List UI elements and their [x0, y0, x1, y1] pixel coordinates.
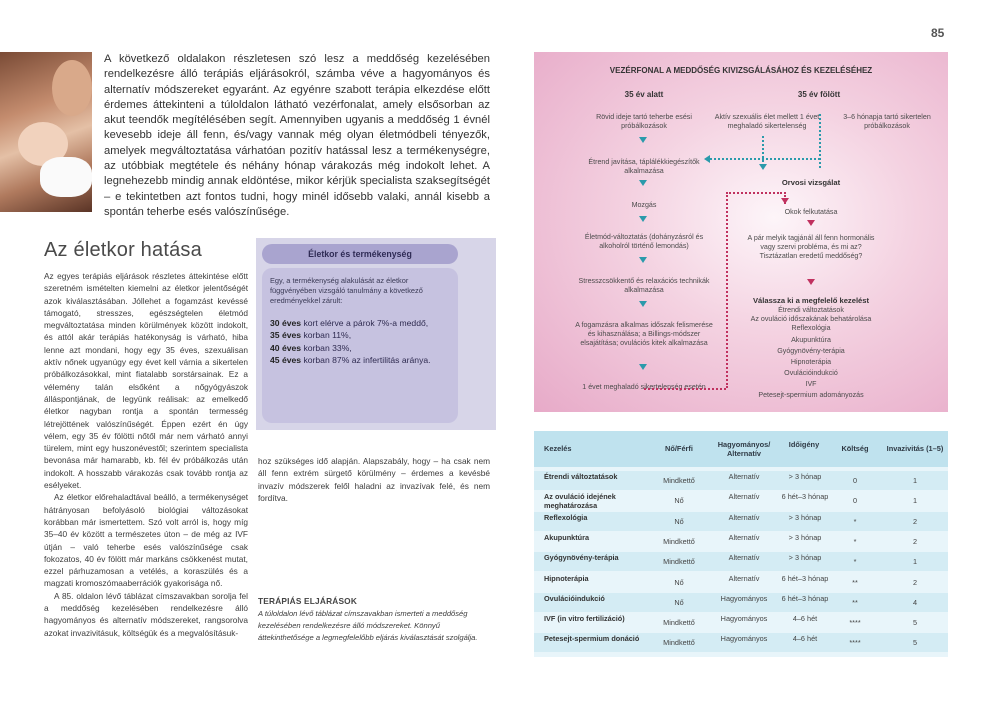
- table-cell-name: IVF (in vitro fertilizáció): [544, 614, 625, 624]
- table-row: [534, 633, 948, 652]
- connector-line: [726, 192, 728, 388]
- column-header: Invazivitás (1–5): [886, 444, 944, 453]
- stat-line: 35 éves korban 11%,: [270, 330, 352, 341]
- table-cell-type: Hagyományos: [720, 614, 768, 624]
- flow-treatment: Akupunktúra: [791, 336, 831, 344]
- column-header: Költség: [841, 444, 869, 453]
- table-cell-cost: *: [853, 516, 857, 526]
- column-header: Kezelés: [544, 444, 572, 453]
- down-arrow-icon: [639, 301, 647, 307]
- table-cell-time: 6 hét–3 hónap: [781, 573, 829, 583]
- page-number: 85: [931, 26, 945, 40]
- table-cell-inv: 2: [912, 577, 918, 587]
- flow-treatment: Étrendi változtatások: [778, 306, 844, 314]
- table-cell-time: > 3 hónap: [788, 512, 822, 522]
- body-column-right: hoz szükséges idő alapján. Alapszabály, hogy – ha csak nem áll fenn extrém sürgető körülmény – érdemes a kevésbé invazív módszerek felől haladni az invazívak felé, és nem fordítva.: [258, 456, 490, 503]
- family-photo: [0, 52, 92, 212]
- flow-step: Stresszcsökkentő és relaxációs technikák alkalmazása: [578, 277, 710, 294]
- sidebox-content: [262, 268, 458, 423]
- left-arrow-icon: [704, 155, 710, 163]
- table-cell-name: Petesejt-spermium donáció: [544, 634, 640, 644]
- table-cell-time: > 3 hónap: [788, 472, 822, 481]
- table-cell-type: Alternatív: [728, 492, 760, 502]
- table-cell-cost: ****: [849, 638, 861, 648]
- table-cell-inv: 5: [912, 638, 918, 648]
- medical-exam-label: Orvosi vizsgálat: [781, 178, 841, 187]
- table-cell-cost: 0: [852, 496, 858, 506]
- flow-step: Okok felkutatása: [784, 208, 838, 216]
- table-cell-inv: 1: [912, 557, 918, 567]
- table-cell-type: Alternatív: [728, 573, 760, 583]
- table-header: [534, 431, 948, 467]
- table-cell-inv: 2: [912, 516, 918, 526]
- stat-line: 45 éves korban 87% az infertilitás aránya.: [270, 354, 431, 365]
- table-cell-name: Az ovuláció idejének meghatározása: [544, 492, 616, 510]
- down-arrow-icon: [639, 364, 647, 370]
- table-cell-name: Hipnoterápia: [544, 573, 589, 583]
- table-cell-gender: Mindkettő: [663, 638, 695, 648]
- body-paragraph: Az egyes terápiás eljárások részletes áttekintése előtt szeretném ismételten kiemelni az életkor jelentőségét azok kiválasztásában. Jóllehet a fogamzást kevéssé támogató, stresszes, egészségtelen életmód megváltoztatása minden körülmények között indokolt, és attól akár terápiás hatékonyság is várható, hiba lenne azt mondani, hogy egy 35 éves, szexuálisan aktív nőnek ugyanúgy egy évet kell várnia a sikertelen próbálkozásokkal, mint fiatalabb sorstársainak. Ez a vélemény talán elsőként a nőgyógyászok álláspontjának, de legyünk reálisak: az emelkedő életkor nagyban rontja a spontán termesség létrejöttének valószínűségét. Éppen ezért én úgy vélem, egy 35 év fölötti nőtől már nem várható annyi türelem, mint egy huszonévestől; szerintem specialista bevonása már hamarabb, kb. fél év próbálkozás után indokolt. A hosszabb várakozás csak tovább rontja az esélyeket.: [44, 271, 248, 491]
- table-cell-cost: *: [853, 536, 857, 546]
- section-heading: Az életkor hatása: [44, 239, 202, 261]
- flow-step: Aktív szexuális élet mellett 1 évet meghaladó sikertelenség: [714, 113, 820, 130]
- flow-treatment: Gyógynövény-terápia: [777, 347, 845, 355]
- down-arrow-icon: [639, 257, 647, 263]
- table-cell-type: Alternatív: [728, 472, 760, 481]
- flowchart-title: VEZÉRFONAL A MEDDŐSÉG KIVIZSGÁLÁSÁHOZ ÉS KEZELÉSÉHEZ: [609, 66, 873, 75]
- flow-treatment: Reflexológia: [791, 324, 831, 332]
- table-row: [534, 512, 948, 531]
- table-row: [534, 573, 948, 592]
- down-arrow-icon: [639, 216, 647, 222]
- table-row: [534, 593, 948, 612]
- connector-line: [762, 136, 764, 162]
- table-cell-gender: Mindkettő: [663, 557, 695, 567]
- flow-treatment: Az ovuláció időszakának behatárolása: [750, 315, 872, 323]
- table-cell-name: Akupunktúra: [544, 532, 589, 542]
- table-cell-type: Alternatív: [728, 553, 760, 563]
- connector-line: [710, 158, 820, 160]
- table-cell-cost: *: [853, 557, 857, 567]
- table-cell-name: Reflexológia: [544, 512, 588, 522]
- table-cell-cost: 0: [852, 476, 858, 485]
- body-column-left: [44, 270, 248, 639]
- body-paragraph: Az életkor előrehaladtával beálló, a termékenységet hátrányosan befolyásoló biológiai változásokat korábban már ismertettem. Szó volt arról is, hogy míg 35–40 év között a természetes úton – de még az IVF útján – való teherbe esés valószínűsége csak fokozatos, 40 év fölött már markáns csökkenést mutat, ezzel párhuzamosan a vetélés, a koraszülés és a magzati kromoszómaaberrációk gyakorisága nő.: [44, 492, 248, 589]
- flow-step: A pár melyik tagjánál áll fenn hormonális vagy szervi probléma, és mi az? Tisztázatlan eredetű meddőség?: [747, 234, 875, 260]
- guideline-flowchart: [534, 52, 948, 412]
- treatment-table: [534, 431, 948, 657]
- flow-treatment: Hipnoterápia: [790, 358, 832, 366]
- table-cell-type: Hagyományos: [720, 593, 768, 603]
- down-arrow-icon: [807, 279, 815, 285]
- flow-treatment: Ovulációindukció: [784, 369, 838, 377]
- flow-step: Életmód-változtatás (dohányzásról és alkoholról történő lemondás): [584, 233, 704, 250]
- table-cell-gender: Nő: [674, 516, 684, 526]
- down-arrow-icon: [639, 180, 647, 186]
- down-arrow-icon: [639, 137, 647, 143]
- table-cell-cost: ****: [849, 618, 861, 628]
- table-cell-inv: 1: [912, 476, 918, 485]
- table-cell-cost: **: [852, 597, 858, 607]
- age-fertility-sidebox: [256, 238, 496, 430]
- table-row: [534, 491, 948, 510]
- table-cell-type: Alternatív: [728, 532, 760, 542]
- flow-treatment: IVF: [805, 380, 817, 388]
- table-cell-type: Alternatív: [728, 512, 760, 522]
- table-cell-gender: Nő: [674, 597, 684, 607]
- table-row: [534, 552, 948, 571]
- flow-step: 3–6 hónapja tartó sikertelen próbálkozások: [843, 113, 931, 130]
- column-header: Időigény: [788, 440, 820, 449]
- table-cell-time: > 3 hónap: [788, 532, 822, 542]
- table-cell-time: 6 hét–3 hónap: [781, 593, 829, 603]
- table-cell-inv: 5: [912, 618, 918, 628]
- table-cell-inv: 4: [912, 597, 918, 607]
- stat-line: 30 éves kort elérve a párok 7%-a meddő,: [270, 318, 429, 328]
- connector-line: [644, 388, 726, 390]
- down-arrow-icon: [781, 198, 789, 204]
- table-cell-time: 4–6 hét: [792, 614, 818, 624]
- table-cell-inv: 2: [912, 536, 918, 546]
- table-cell-time: 4–6 hét: [792, 634, 818, 644]
- table-cell-gender: Mindkettő: [663, 618, 695, 628]
- table-cell-name: Ovulációindukció: [544, 593, 605, 603]
- table-cell-gender: Mindkettő: [663, 476, 695, 485]
- column-header: Hagyományos/ Alternatív: [717, 440, 771, 458]
- flow-treatment: Petesejt-spermium adományozás: [758, 391, 864, 399]
- flow-step: A fogamzásra alkalmas időszak felismerése és kihasználása; a Billings-módszer elsajátítása; ovulációs kitek alkalmazása: [575, 321, 713, 347]
- table-cell-name: Gyógynövény-terápia: [544, 553, 619, 563]
- choose-treatment-label: Válassza ki a megfelelő kezelést: [752, 296, 870, 305]
- table-cell-type: Hagyományos: [720, 634, 768, 644]
- table-row: [534, 532, 948, 551]
- column-header: Nő/Férfi: [665, 444, 693, 453]
- table-row: [534, 613, 948, 632]
- table-cell-inv: 1: [912, 496, 918, 506]
- readbox-title: TERÁPIÁS ELJÁRÁSOK: [258, 596, 358, 606]
- down-arrow-icon: [759, 164, 767, 170]
- connector-line: [726, 192, 782, 194]
- table-cell-gender: Mindkettő: [663, 536, 695, 546]
- table-cell-time: > 3 hónap: [788, 553, 822, 563]
- over-35-label: 35 év fölött: [797, 90, 841, 99]
- sidebox-title: Életkor és termékenység: [262, 244, 458, 264]
- body-paragraph: A 85. oldalon lévő táblázat címszavakban sorolja fel a meddőség kezelésében rendelkezésre álló hagyományos és alternatív módszereket, rangsorolva azokat invazivitásuk, költségük és a megvalósításuk-: [44, 590, 248, 638]
- table-cell-name: Étrendi változtatások: [544, 472, 618, 481]
- table-cell-time: 6 hét–3 hónap: [781, 492, 829, 502]
- stat-line: 40 éves korban 33%,: [270, 342, 352, 353]
- flow-step: Rövid ideje tartó teherbe esési próbálkozások: [596, 113, 692, 130]
- sidebox-intro: Egy, a termékenység alakulását az életkor függvényében vizsgáló tanulmány a következő eredményekkel zárult:: [270, 276, 423, 305]
- flow-step: Étrend javítása, táplálékkiegészítők alkalmazása: [588, 158, 700, 175]
- table-row: [534, 471, 948, 490]
- flow-step: Mozgás: [631, 201, 657, 209]
- flow-step: 1 évet meghaladó sikertelenség esetén: [582, 383, 706, 391]
- down-arrow-icon: [807, 220, 815, 226]
- under-35-label: 35 év alatt: [624, 90, 664, 99]
- table-cell-gender: Nő: [674, 577, 684, 587]
- readbox-text: A túloldalon lévő táblázat címszavakban ismerteti a meddőség kezelésében rendelkezésre álló módszereket. Könnyű áttekinthetősége a legmegfelelőbb eljárás kiválasztását szolgálja.: [258, 609, 478, 642]
- table-cell-gender: Nő: [674, 496, 684, 506]
- intro-paragraph: A következő oldalakon részletesen szó lesz a meddőség kezelésében rendelkezésre álló terápiás eljárásokról, számba véve a hagyományos és alternatív módszereket egyaránt. Az egyénre szabott terápia elkezdése előtt érdemes áttekinteni a túloldalon látható vezérfonalat, amely elsősorban az akut teendők megítélésében segít. Amennyiben ugyanis a meddőség 1 évnél kevesebb ideje áll fenn, és/vagy vannak még olyan életmódbeli tényezők, amelyek megváltoztatása várhatóan pozitív hatással lesz a termékenységre, az utóbbiak megtétele és néhány hónap várakozás még indokolt lehet. A legnehezebb mindig annak eldöntése, mikor kérjük specialista szaksegítségét – e tekintetben azt fontos tudni, hogy minél idősebb valaki, annál kisebb a spontán teherbe esés valószínűsége.: [104, 53, 490, 218]
- table-cell-cost: **: [852, 577, 858, 587]
